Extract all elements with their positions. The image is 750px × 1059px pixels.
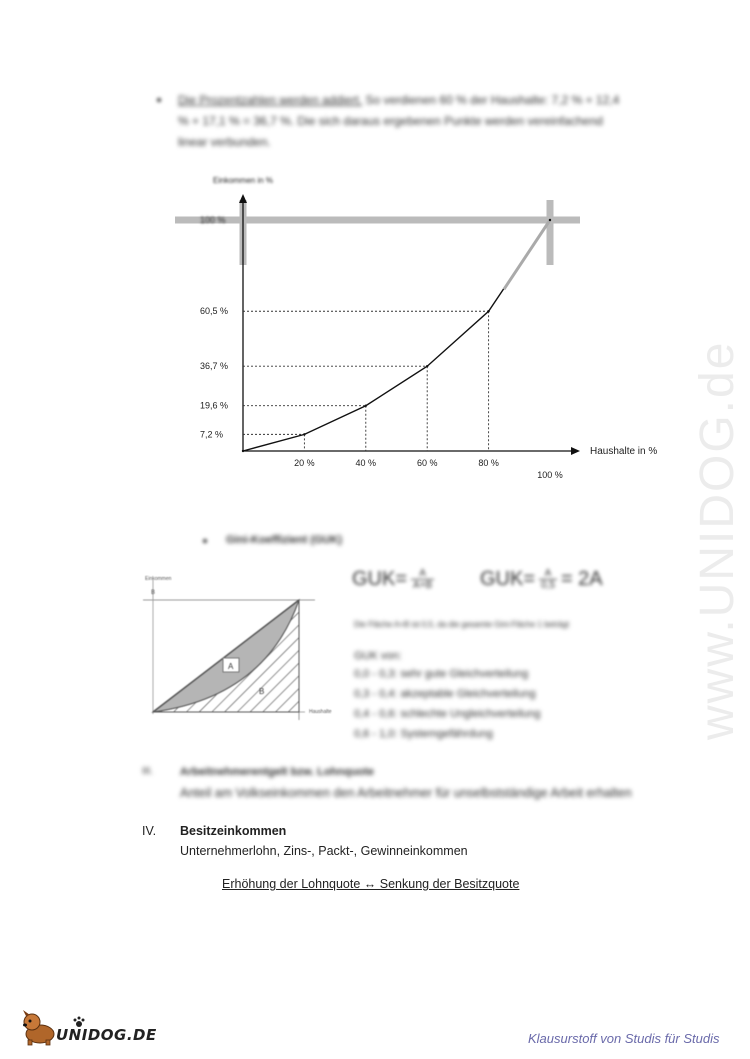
dog-logo-icon: [20, 1010, 60, 1046]
formula2-den: 0,5: [541, 580, 555, 592]
gini-scale-item: 0,6 - 1,0: Systemgefährdung: [354, 728, 493, 740]
lorenz-curve-end: [504, 220, 550, 289]
data-point: [242, 450, 244, 452]
data-point: [549, 219, 551, 221]
intro-line2: % + 17,1 % = 36,7 %. Die sich daraus ergebenen Punkte werden vereinfachend: [178, 114, 603, 128]
gini-x-label: Haushalte: [309, 709, 332, 715]
y-tick-label: 36,7 %: [200, 361, 229, 372]
x-tick-label: 60 %: [416, 458, 438, 468]
y-tick-label: 60,5 %: [200, 306, 229, 317]
section4-text: Unternehmerlohn, Zins-, Packt-, Gewinneinkommen: [180, 844, 468, 858]
gini-scale: [354, 650, 541, 748]
data-point: [426, 365, 428, 367]
data-point: [487, 310, 489, 312]
formula2-rhs: = 2A: [560, 568, 603, 590]
formula1-num: A: [411, 568, 434, 580]
gini-y-label: Einkommen: [145, 576, 172, 582]
x-tick-label: 20 %: [294, 458, 315, 468]
formula1-den: A+B: [413, 580, 433, 592]
formula2-num: A: [539, 568, 557, 580]
watermark-text: www.UNIDOG.de: [691, 340, 744, 740]
footer-logo-text: UNIDOG.DE: [56, 1026, 157, 1044]
x-axis-arrow: [571, 447, 580, 455]
gini-scale-item: 0,4 - 0,6: schlechte Ungleichverteilung: [354, 708, 541, 720]
y-axis-arrow: [239, 194, 247, 203]
x-tick-label: 80 %: [478, 458, 499, 468]
data-point: [303, 433, 305, 435]
y-tick-label: 100 %: [200, 215, 226, 225]
x-axis-label: Haushalte in %: [590, 446, 658, 457]
section3-numeral: III.: [142, 766, 154, 777]
section4-numeral: IV.: [142, 824, 157, 838]
gini-scale-title: GUK von:: [354, 650, 402, 662]
relation-statement: Erhöhung der Lohnquote ↔ Senkung der Besitzquote: [222, 877, 520, 891]
section3-title: Arbeitnehmerentgelt bzw. Lohnquote: [180, 766, 374, 778]
gini-formula-2: [480, 568, 603, 591]
intro-lead: Die Prozentzahlen werden addiert.: [178, 93, 363, 107]
data-point: [365, 405, 367, 407]
lorenz-curve: [243, 220, 550, 451]
gini-y-top-tick: B: [151, 590, 156, 596]
lorenz-chart: [0, 0, 750, 500]
x-tick-label: 40 %: [355, 458, 377, 468]
y-tick-label: 7,2 %: [200, 429, 224, 440]
gini-diagram: [135, 572, 335, 722]
gini-scale-item: 0,0 - 0,3: sehr gute Gleichverteilung: [354, 668, 529, 680]
gini-area-a-label: A: [228, 662, 234, 671]
section3-text: Anteil am Volkseinkommen den Arbeitnehmer für unselbstständige Arbeit erhalten: [180, 786, 632, 800]
gini-formula-1: [352, 568, 438, 591]
gini-bullet-icon: [203, 539, 207, 543]
gini-note: Die Fläche A+B ist 0,5, da die gesamte Gini-Fläche 1 beträgt: [354, 620, 570, 629]
gini-area-b-label: B: [259, 687, 265, 696]
x-tick-label: 100 %: [537, 470, 563, 480]
gini-heading: Gini-Koeffizient (GUK): [226, 534, 343, 546]
intro-line1: So verdienen 60 % der Haushalte: 7,2 % + 12,4: [362, 93, 620, 107]
formula1-lhs: GUK=: [352, 568, 408, 590]
gini-scale-item: 0,3 - 0,4: akzeptable Gleichverteilung: [354, 688, 536, 700]
section4-title: Besitzeinkommen: [180, 824, 287, 838]
footer-tagline: Klausurstoff von Studis für Studis: [528, 1031, 720, 1046]
y-tick-label: 19,6 %: [200, 400, 229, 411]
intro-line3: linear verbunden.: [178, 135, 271, 149]
y-axis-label: Einkommen in %: [213, 176, 274, 185]
formula2-lhs: GUK=: [480, 568, 536, 590]
